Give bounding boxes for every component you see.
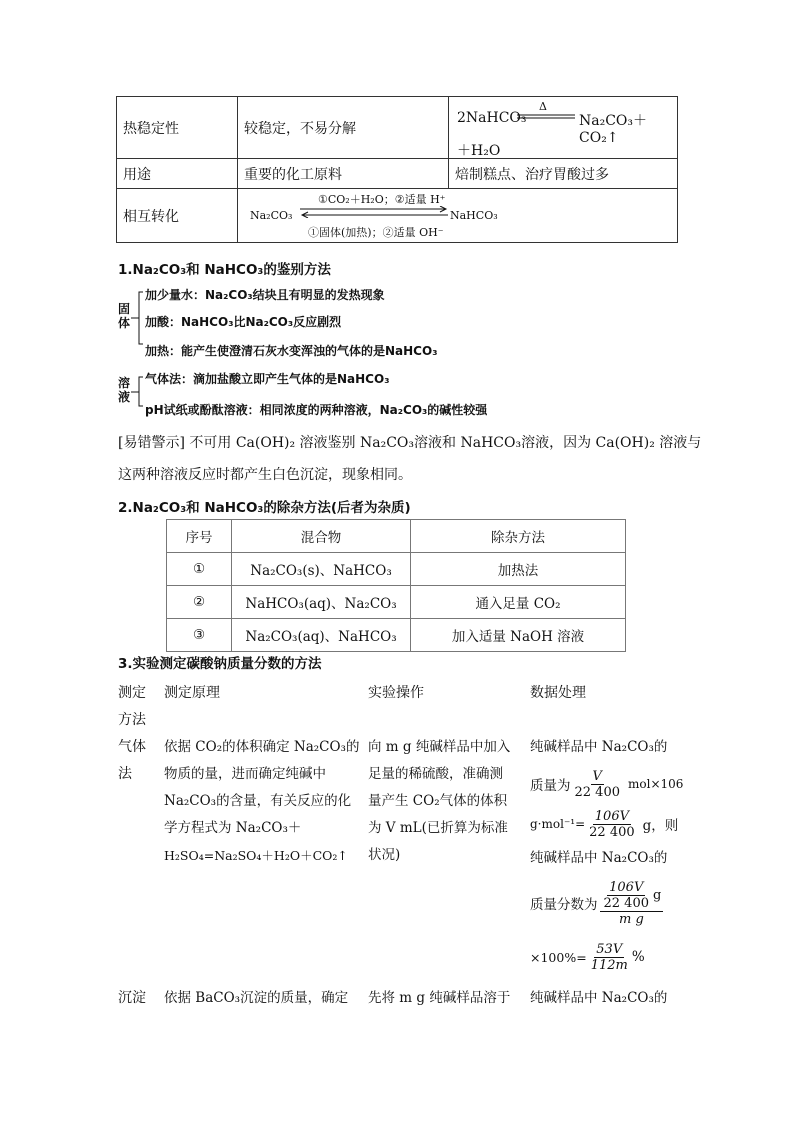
table-cell: NaHCO₃(aq)、Na₂CO₃ (232, 586, 411, 619)
equation-water: ＋H₂O (457, 142, 501, 159)
method-name: 沉淀 (118, 990, 146, 1006)
section-title: 1.Na₂CO₃和 NaHCO₃的鉴别方法 (118, 262, 331, 278)
table-cell: ② (167, 586, 232, 619)
gas-operation (368, 734, 528, 869)
gas-principle (164, 734, 364, 869)
conversion-left: Na₂CO₃ (250, 208, 293, 222)
table-cell: 通入足量 CO₂ (411, 586, 626, 619)
cell: 重要的化工原料 (238, 159, 449, 189)
text-line: 为 V mL(已折算为标准 (368, 820, 508, 836)
denominator: 112m (590, 957, 628, 973)
equation-cell (449, 97, 678, 159)
header-text: 测定 (118, 685, 146, 701)
column-header: 除杂方法 (411, 520, 626, 553)
purification-table (166, 519, 626, 652)
group-solid-label: 固体 (118, 302, 131, 330)
fraction (587, 809, 637, 840)
column-header: 数据处理 (530, 685, 586, 701)
comparison-table (116, 96, 678, 243)
table-cell: 加入适量 NaOH 溶液 (411, 619, 626, 652)
cell: 较稳定，不易分解 (238, 97, 449, 159)
column-header: 序号 (167, 520, 232, 553)
prec-principle: 依据 BaCO₃沉淀的质量，确定 (164, 990, 349, 1006)
text-line: 学方程式为 Na₂CO₃＋ (164, 820, 302, 836)
text: 法 (118, 766, 132, 782)
text: % (631, 949, 645, 965)
text-line: 纯碱样品中 Na₂CO₃的 (530, 739, 668, 755)
text: mol×106 (628, 777, 684, 791)
denominator: 22 400 (589, 824, 635, 840)
formula-line (530, 934, 690, 980)
conversion-cell (238, 189, 678, 243)
list-item: 加酸：NaHCO₃比Na₂CO₃反应剧烈 (145, 315, 342, 329)
text: g·mol⁻¹= (530, 817, 586, 831)
prec-data: 纯碱样品中 Na₂CO₃的 (530, 990, 668, 1006)
table-row (167, 586, 626, 619)
compound-fraction (600, 880, 664, 927)
table-cell: 加热法 (411, 553, 626, 586)
fraction (589, 942, 630, 973)
numerator: 53V (596, 941, 623, 957)
text: 气体 (118, 739, 146, 755)
column-header: 测定原理 (164, 685, 220, 701)
table-row (117, 159, 678, 189)
numerator: 106V (609, 879, 644, 895)
text: 质量分数为 (530, 897, 598, 913)
table-header-row (167, 520, 626, 553)
unit: g (653, 887, 662, 903)
denominator: 22 400 (574, 784, 620, 800)
section-title: 3.实验测定碳酸钠质量分数的方法 (118, 656, 322, 672)
table-cell: Na₂CO₃(s)、NaHCO₃ (232, 553, 411, 586)
numerator: 106V (594, 808, 629, 824)
table-cell: ③ (167, 619, 232, 652)
formula-line (530, 804, 690, 844)
heat-condition: Δ (539, 99, 547, 113)
text-line: 纯碱样品中 Na₂CO₃的 (530, 850, 668, 866)
text-line: Na₂CO₃的含量，有关反应的化 (164, 793, 352, 809)
table-row (117, 189, 678, 243)
bottom-arrow-label: ①固体(加热)；②适量 OH⁻ (308, 225, 444, 239)
text: ×100%= (530, 949, 587, 965)
text-line: H₂SO₄=Na₂SO₄＋H₂O＋CO₂↑ (164, 848, 348, 863)
gas-data-processing (530, 734, 690, 980)
text: 质量为 (530, 778, 571, 794)
warning-line: 这两种溶液反应时都产生白色沉淀，现象相同。 (118, 467, 412, 483)
formula-line (530, 872, 690, 934)
method-name (118, 734, 146, 788)
list-item: 气体法：滴加盐酸立即产生气体的是NaHCO₃ (145, 372, 390, 386)
list-item: pH试纸或酚酞溶液：相同浓度的两种溶液，Na₂CO₃的碱性较强 (145, 403, 488, 417)
header-text: 方法 (118, 712, 146, 728)
table-cell: ① (167, 553, 232, 586)
text-line: 向 m g 纯碱样品中加入 (368, 739, 511, 755)
top-arrow-label: ①CO₂＋H₂O；②适量 H⁺ (318, 192, 446, 206)
text: g，则 (642, 818, 679, 834)
denominator: 22 400 (603, 895, 649, 911)
column-header: 实验操作 (368, 685, 424, 701)
denominator: m g (619, 911, 644, 927)
conversion-right: NaHCO₃ (450, 208, 498, 222)
text-line: 状况) (368, 847, 401, 863)
table-row (167, 619, 626, 652)
table-row (167, 553, 626, 586)
equation-products: Na₂CO₃＋CO₂↑ (579, 112, 648, 146)
prec-operation: 先将 m g 纯碱样品溶于 (368, 990, 511, 1006)
table-cell: Na₂CO₃(aq)、NaHCO₃ (232, 619, 411, 652)
list-item: 加热：能产生使澄清石灰水变浑浊的气体的是NaHCO₃ (145, 344, 438, 358)
section-title: 2.Na₂CO₃和 NaHCO₃的除杂方法(后者为杂质) (118, 500, 411, 516)
row-label: 热稳定性 (117, 97, 238, 159)
warning-line: [易错警示] 不可用 Ca(OH)₂ 溶液鉴别 Na₂CO₃溶液和 NaHCO₃溶液，因为 Ca(OH)₂ 溶液与 (118, 435, 702, 451)
text-line: 足量的稀硫酸，准确测 (368, 766, 503, 782)
numerator: V (592, 768, 602, 784)
fraction (602, 880, 652, 911)
column-header: 混合物 (232, 520, 411, 553)
list-item: 加少量水：Na₂CO₃结块且有明显的发热现象 (145, 288, 385, 302)
formula-line (530, 764, 690, 804)
column-header (118, 680, 146, 734)
fraction (573, 769, 623, 800)
text-line: 量产生 CO₂气体的体积 (368, 793, 508, 809)
table-row (117, 97, 678, 159)
group-solution-label: 溶液 (118, 376, 131, 404)
cell: 焙制糕点、治疗胃酸过多 (449, 159, 678, 189)
row-label: 用途 (117, 159, 238, 189)
reversible-arrows (300, 206, 448, 218)
equation-reactant: 2NaHCO₃ (457, 109, 527, 126)
row-label: 相互转化 (117, 189, 238, 243)
compound-numerator (600, 880, 664, 912)
equals-arrow (517, 114, 575, 120)
text-line: 物质的量，进而确定纯碱中 (164, 766, 326, 782)
text-line: 依据 CO₂的体积确定 Na₂CO₃的 (164, 739, 360, 755)
